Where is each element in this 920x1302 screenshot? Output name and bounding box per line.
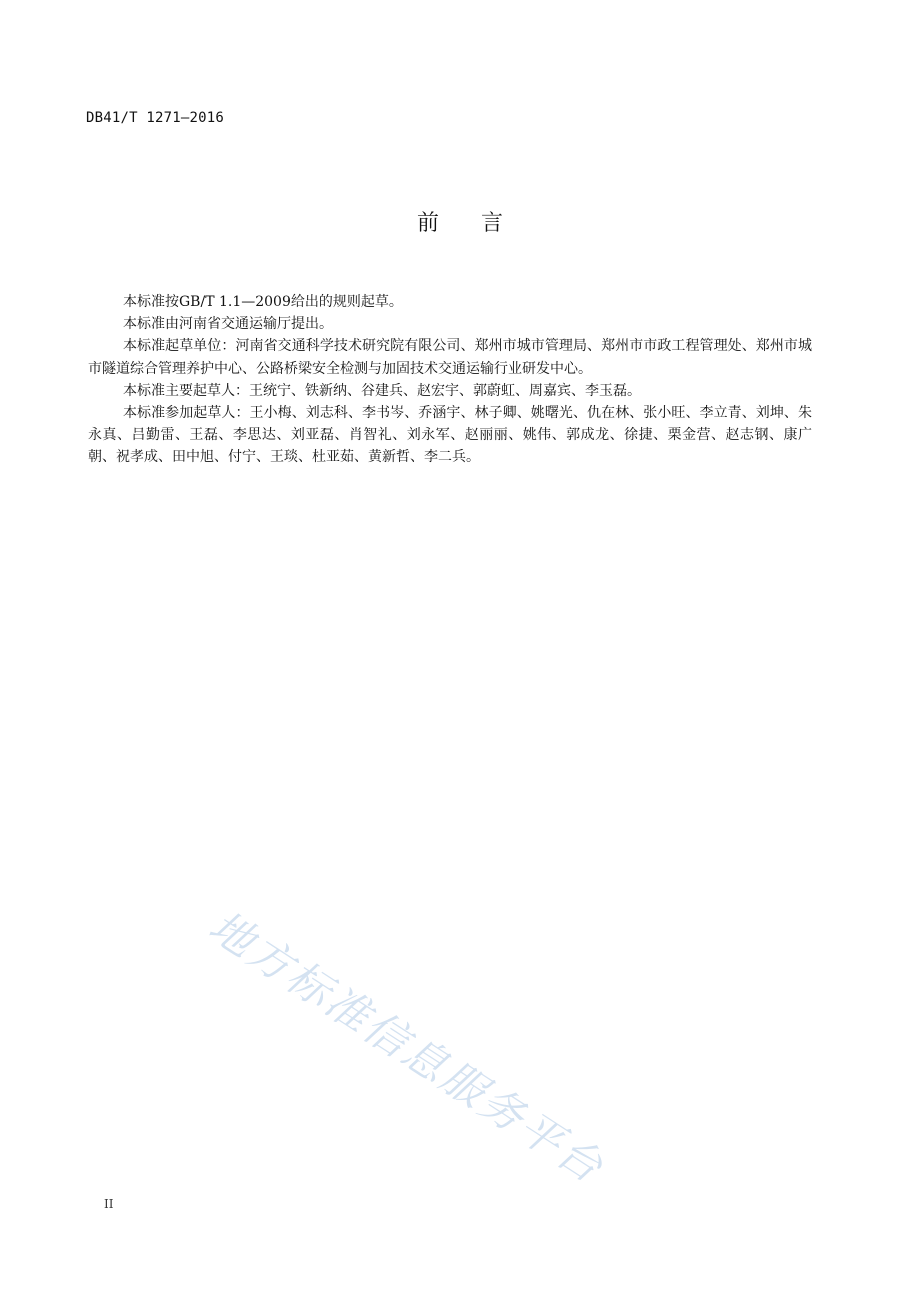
page-number: II — [104, 1197, 114, 1211]
page-title: 前言 — [416, 211, 545, 236]
paragraph-main-drafters: 本标准主要起草人：王统宁、铁新纳、谷建兵、赵宏宇、郭蔚虹、周嘉宾、李玉磊。 — [123, 382, 641, 399]
paragraph-participating-drafters: 本标准参加起草人：王小梅、刘志科、李书岑、乔涵宇、林子卿、姚曙光、仇在林、张小旺、李立青、刘坤、朱永真、吕勤雷、王磊、李思达、刘亚磊、肖智礼、刘永军、赵丽丽、姚伟、郭成龙、徐捷、栗金营、赵志钢、康广朝、祝孝成、田中旭、付宁、王琰、杜亚茹、黄新哲、李二兵。 — [88, 405, 812, 466]
watermark: 地方标准信息服务平台 — [199, 901, 613, 1195]
paragraph-drafting-units: 本标准起草单位：河南省交通科学技术研究院有限公司、郑州市城市管理局、郑州市市政工程管理处、郑州市城市隧道综合管理养护中心、公路桥梁安全检测与加固技术交通运输行业研发中心。 — [88, 338, 812, 377]
foreword-body — [88, 291, 812, 469]
standard-code: DB41/T 1271—2016 — [86, 110, 225, 126]
paragraph-drafting-rules: 本标准按GB/T 1.1—2009给出的规则起草。 — [123, 294, 403, 310]
paragraph-proposer: 本标准由河南省交通运输厅提出。 — [123, 316, 333, 333]
